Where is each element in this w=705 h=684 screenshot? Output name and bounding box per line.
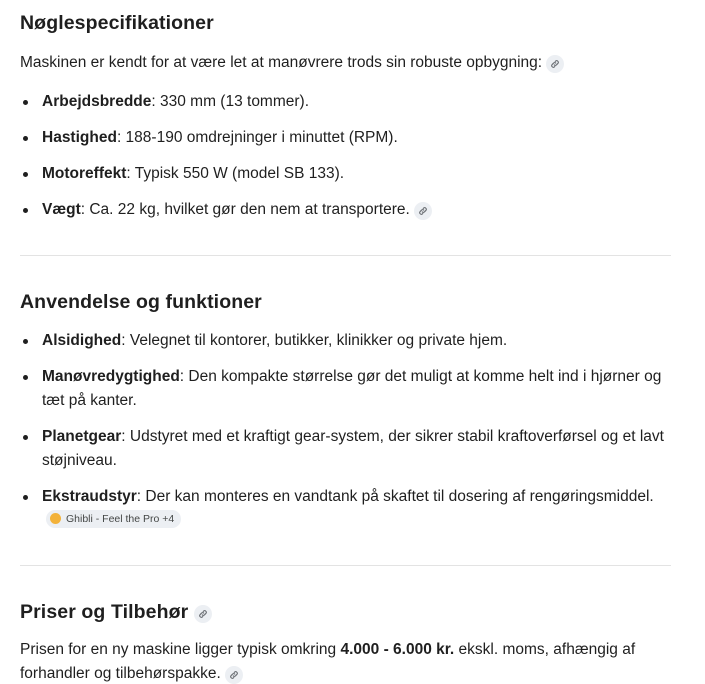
source-chip-label: Ghibli - Feel the Pro +4	[66, 512, 175, 525]
price-text: ekskl. moms, afhængig af forhandler og tilbehørspakke.	[20, 641, 636, 682]
item-term: Hastighed	[42, 129, 117, 146]
intro-text: Maskinen er kendt for at være let at manøvrere trods sin robuste opbygning:	[20, 54, 543, 71]
item-text: : 330 mm (13 tommer).	[151, 93, 310, 110]
section-title: Priser og Tilbehør	[20, 601, 189, 623]
item-text: : Velegnet til kontorer, butikker, klinikker og private hjem.	[121, 332, 508, 349]
key-specs-list	[20, 90, 671, 222]
item-text: : Udstyret med et kraftigt gear-system, der sikrer stabil kraftoverførsel og et lavt støjniveau.	[42, 428, 664, 469]
source-chip[interactable]	[46, 510, 181, 528]
item-text: : Den kompakte størrelse gør det muligt at komme helt ind i hjørner og tæt på kanter.	[42, 368, 662, 409]
bullet	[23, 208, 28, 213]
item-term: Vægt	[42, 201, 81, 218]
list-item	[20, 425, 671, 473]
link-icon[interactable]	[225, 666, 243, 684]
item-term: Ekstraudstyr	[42, 488, 137, 505]
section-intro	[20, 51, 671, 75]
list-item	[20, 162, 671, 186]
list-item	[20, 198, 671, 222]
item-text: : Typisk 550 W (model SB 133).	[126, 165, 345, 182]
section-usage	[20, 290, 671, 314]
smiley-icon	[50, 513, 61, 524]
price-range: 4.000 - 6.000 kr.	[340, 641, 455, 658]
section-title: Nøglespecifikationer	[20, 12, 214, 34]
bullet	[23, 172, 28, 177]
list-item	[20, 126, 671, 150]
price-text: Prisen for en ny maskine ligger typisk omkring	[20, 641, 341, 658]
bullet	[23, 339, 28, 344]
bullet	[23, 375, 28, 380]
item-term: Planetgear	[42, 428, 122, 445]
item-term: Manøvredygtighed	[42, 368, 180, 385]
bullet	[23, 136, 28, 141]
list-item	[20, 365, 671, 413]
usage-list	[20, 329, 671, 533]
bullet	[23, 435, 28, 440]
bullet	[23, 100, 28, 105]
section-key-specs	[20, 11, 671, 35]
item-text: : 188-190 omdrejninger i minuttet (RPM).	[116, 129, 398, 146]
item-term: Alsidighed	[42, 332, 122, 349]
section-divider	[20, 255, 671, 256]
item-text: : Der kan monteres en vandtank på skaftet til dosering af rengøringsmiddel.	[136, 488, 654, 505]
section-prices	[20, 600, 671, 624]
section-title: Anvendelse og funktioner	[20, 291, 262, 313]
price-paragraph	[20, 638, 671, 684]
link-icon[interactable]	[194, 605, 212, 623]
list-item	[20, 90, 671, 114]
link-icon[interactable]	[414, 202, 432, 220]
item-text: : Ca. 22 kg, hvilket gør den nem at transportere.	[80, 201, 410, 218]
item-term: Motoreffekt	[42, 165, 127, 182]
item-term: Arbejdsbredde	[42, 93, 152, 110]
list-item	[20, 485, 671, 533]
list-item	[20, 329, 671, 353]
section-divider	[20, 565, 671, 566]
link-icon[interactable]	[546, 55, 564, 73]
bullet	[23, 495, 28, 500]
